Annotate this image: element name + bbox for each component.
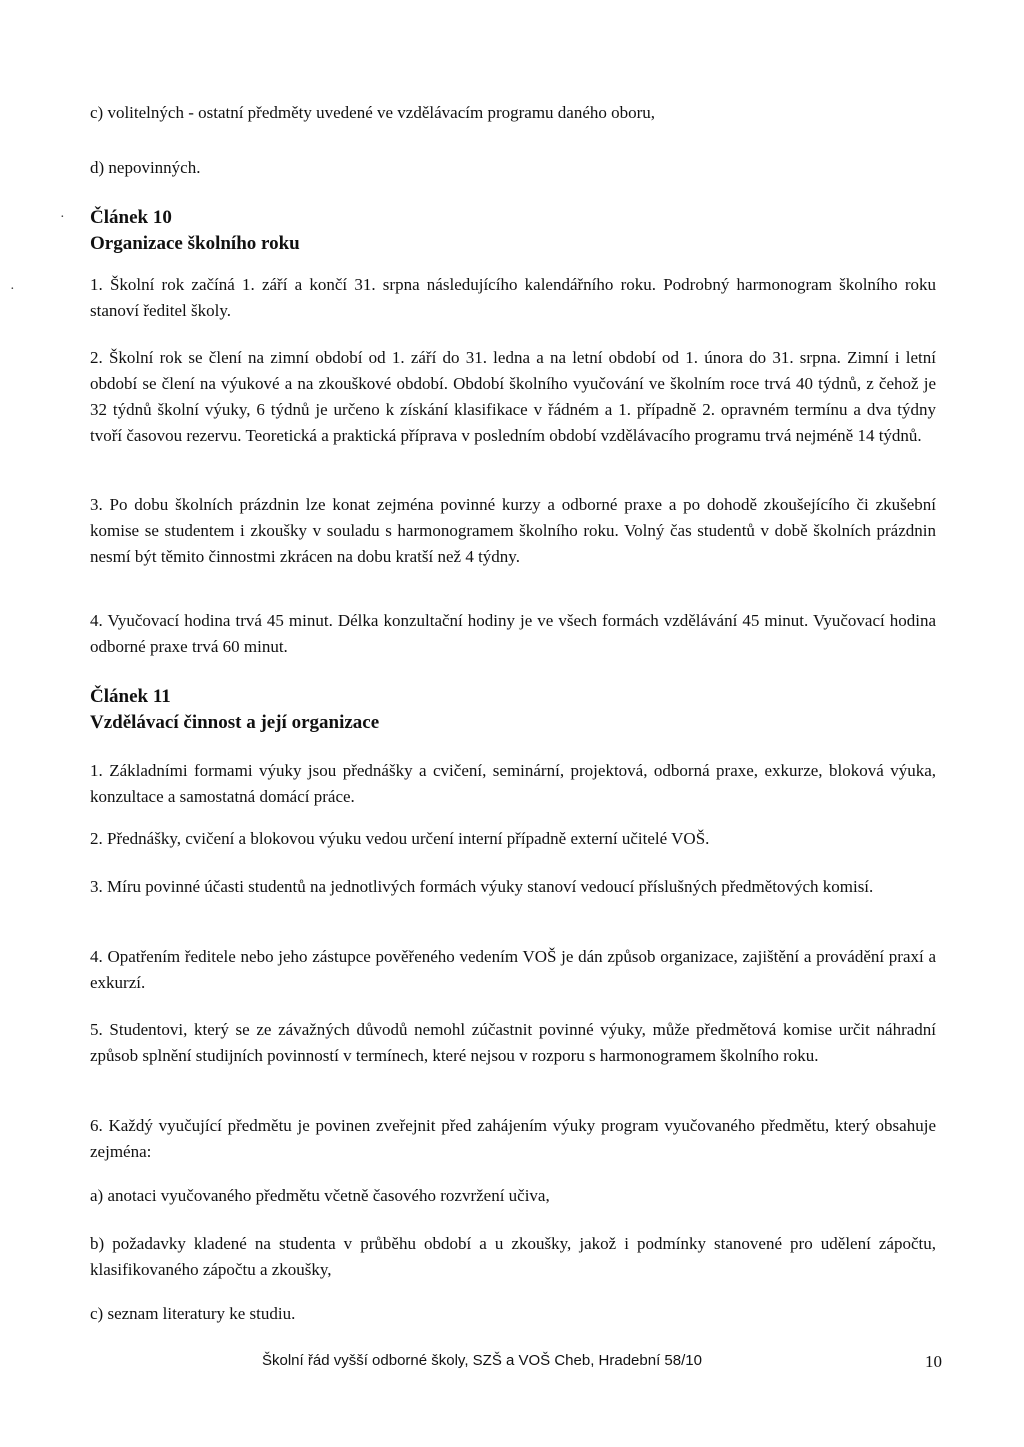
article-11-paragraph-2: 2. Přednášky, cvičení a blokovou výuku vedou určení interní případně externí učitelé VOŠ.	[90, 829, 710, 848]
article-10-label: Článek 10	[90, 207, 172, 228]
article-11-label: Článek 11	[90, 686, 171, 707]
article-11-paragraph-6: 6. Každý vyučující předmětu je povinen zveřejnit před zahájením výuky program vyučovaného předmětu, který obsahuje zejména:	[90, 1116, 936, 1161]
article-11-paragraph-3: 3. Míru povinné účasti studentů na jednotlivých formách výuky stanoví vedoucí příslušných předmětových komisí.	[90, 877, 874, 896]
article-10-paragraph-3: 3. Po dobu školních prázdnin lze konat zejména povinné kurzy a odborné praxe a po dohodě zkoušejícího či zkušební komise se studentem i zkoušky v souladu s harmonogramem školního roku. Volný čas studentů v době školních prázdnin nesmí být těmito činnostmi zkrácen na dobu kratší než 4 týdny.	[90, 495, 936, 566]
article-11-item-c: c) seznam literatury ke studiu.	[90, 1304, 296, 1323]
article-10-paragraph-4: 4. Vyučovací hodina trvá 45 minut. Délka konzultační hodiny je ve všech formách vzdělávání 45 minut. Vyučovací hodina odborné praxe trvá 60 minut.	[90, 611, 936, 656]
footer-title: Školní řád vyšší odborné školy, SZŠ a VOŠ Cheb, Hradební 58/10	[262, 1352, 702, 1369]
article-10-paragraph-1: 1. Školní rok začíná 1. září a končí 31. srpna následujícího kalendářního roku. Podrobný harmonogram školního roku stanoví ředitel školy.	[90, 275, 936, 320]
article-11-title: Vzdělávací činnost a její organizace	[90, 712, 380, 733]
scan-mark: ·	[60, 210, 65, 225]
article-11-item-a: a) anotaci vyučovaného předmětu včetně časového rozvržení učiva,	[90, 1186, 550, 1205]
article-11-paragraph-4: 4. Opatřením ředitele nebo jeho zástupce pověřeného vedením VOŠ je dán způsob organizace, zajištění a provádění praxí a exkurzí.	[90, 947, 936, 992]
article-10-paragraph-2: 2. Školní rok se člení na zimní období od 1. září do 31. ledna a na letní období od 1. února do 31. srpna. Zimní i letní období se člení na výukové a na zkouškové období. Období školního vyučování ve školním roce trvá 40 týdnů, z čehož je 32 týdnů školní výuky, 6 týdnů je určeno k získání klasifikace v řádném a 1. případně 2. opravném termínu a dva týdny tvoří časovou rezervu. Teoretická a praktická příprava v posledním období vzdělávacího programu trvá nejméně 14 týdnů.	[90, 348, 936, 445]
scan-mark: ·	[10, 282, 15, 297]
article-11-item-b: b) požadavky kladené na studenta v průběhu období a u zkoušky, jakož i podmínky stanovené pro udělení zápočtu, klasifikovaného zápočtu a zkoušky,	[90, 1234, 936, 1279]
article-10-title: Organizace školního roku	[90, 233, 300, 254]
article-11-paragraph-5: 5. Studentovi, který se ze závažných důvodů nemohl zúčastnit povinné výuky, může předmětová komise určit náhradní způsob splnění studijních povinností v termínech, které nejsou v rozporu s harmonogramem školního roku.	[90, 1020, 936, 1065]
item-c-volitelne: c) volitelných - ostatní předměty uvedené ve vzdělávacím programu daného oboru,	[90, 103, 656, 122]
item-d-nepovinne: d) nepovinných.	[90, 158, 201, 177]
article-11-paragraph-1: 1. Základními formami výuky jsou přednášky a cvičení, seminární, projektová, odborná praxe, exkurze, bloková výuka, konzultace a samostatná domácí práce.	[90, 761, 936, 806]
page-number: 10	[925, 1352, 942, 1371]
